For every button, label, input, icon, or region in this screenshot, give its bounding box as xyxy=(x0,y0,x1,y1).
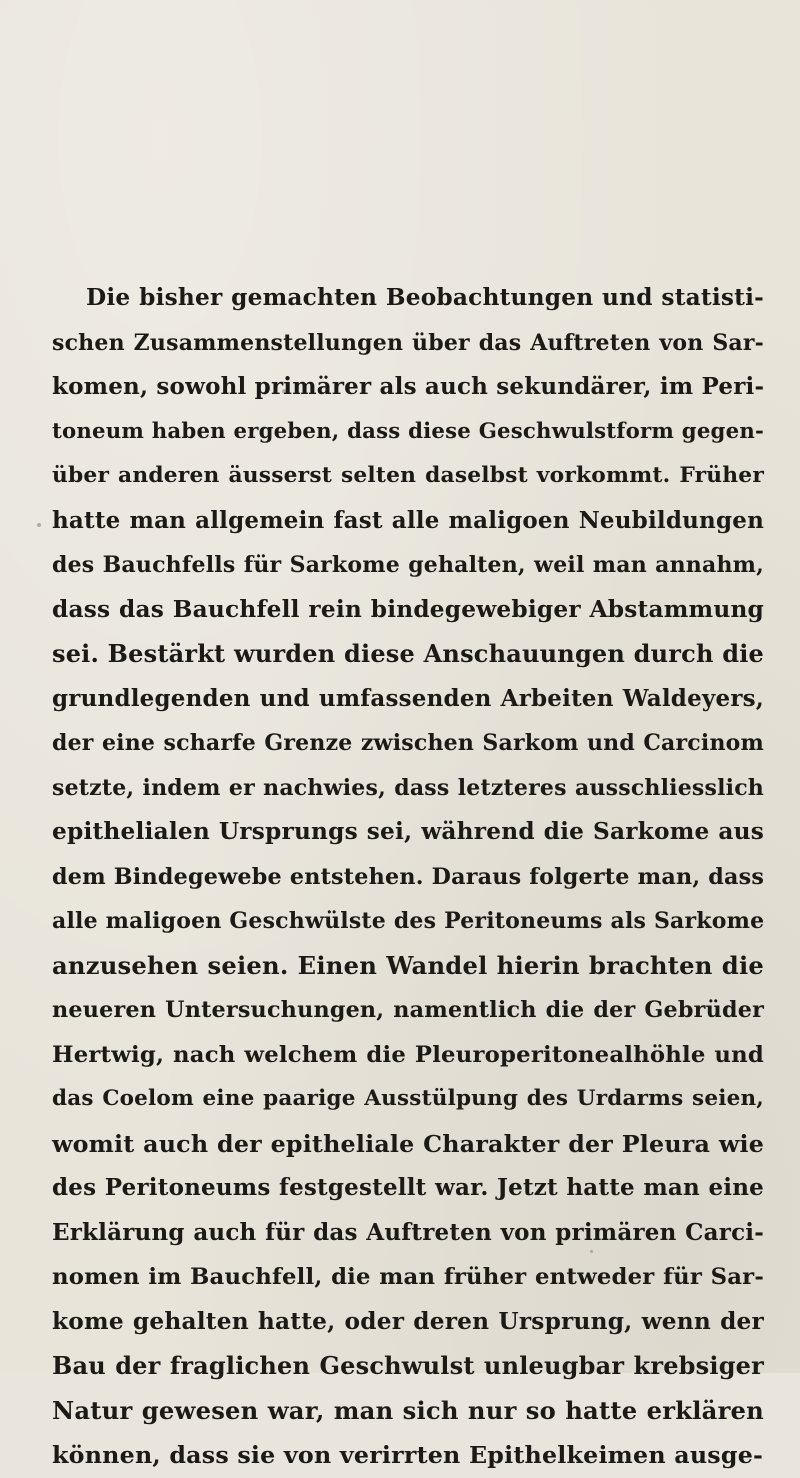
text-line: Erklärung auch für das Auftreten von primären Carci- xyxy=(52,1218,764,1246)
text-line: dem Bindegewebe entstehen. Daraus folgerte man, dass xyxy=(52,863,765,890)
text-line: Hertwig, nach welchem die Pleuroperitonealhöhle und xyxy=(52,1041,764,1068)
text-line: komen, sowohl primärer als auch sekundärer, im Peri- xyxy=(52,373,765,400)
text-line: über anderen äusserst selten daselbst vorkommt. Früher xyxy=(52,463,764,488)
text-line: sei. Bestärkt wurden diese Anschauungen durch die xyxy=(52,639,764,668)
text-line: epithelialen Ursprungs sei, während die Sarkome aus xyxy=(52,818,764,845)
text-line: toneum haben ergeben, dass diese Geschwulstform gegen- xyxy=(52,418,764,444)
text-line: das Coelom eine paarige Ausstülpung des Urdarms seien, xyxy=(52,1086,764,1111)
paper-speck xyxy=(37,523,41,527)
text-line: Die bisher gemachten Beobachtungen und statisti- xyxy=(86,284,764,311)
text-line: Bau der fraglichen Geschwulst unleugbar krebsiger xyxy=(52,1351,764,1380)
text-line: womit auch der epitheliale Charakter der Pleura wie xyxy=(52,1129,764,1158)
text-line: können, dass sie von verirrten Epithelkeimen ausge- xyxy=(52,1441,764,1469)
text-line: nomen im Bauchfell, die man früher entweder für Sar- xyxy=(52,1264,764,1290)
text-line: der eine scharfe Grenze zwischen Sarkom und Carcinom xyxy=(52,730,764,756)
text-line: neueren Untersuchungen, namentlich die der Gebrüder xyxy=(52,997,764,1023)
text-line: hatte man allgemein fast alle maligoen Neubildungen xyxy=(52,506,764,534)
text-line: grundlegenden und umfassenden Arbeiten Waldeyers, xyxy=(52,684,764,712)
text-line: schen Zusammenstellungen über das Auftreten von Sar- xyxy=(52,329,764,356)
body-paragraph xyxy=(52,276,764,1478)
text-line: alle maligoen Geschwülste des Peritoneums als Sarkome xyxy=(52,908,765,934)
text-line: kome gehalten hatte, oder deren Ursprung, wenn der xyxy=(52,1307,764,1335)
text-line: setzte, indem er nachwies, dass letzteres ausschliesslich xyxy=(52,774,764,801)
text-line: anzusehen seien. Einen Wandel hierin brachten die xyxy=(52,950,764,980)
text-line: des Bauchfells für Sarkome gehalten, weil man annahm, xyxy=(52,552,764,578)
text-line: des Peritoneums festgestellt war. Jetzt hatte man eine xyxy=(52,1174,764,1201)
text-line: dass das Bauchfell rein bindegewebiger Abstammung xyxy=(52,595,764,623)
text-line: Natur gewesen war, man sich nur so hatte erklären xyxy=(52,1395,764,1425)
